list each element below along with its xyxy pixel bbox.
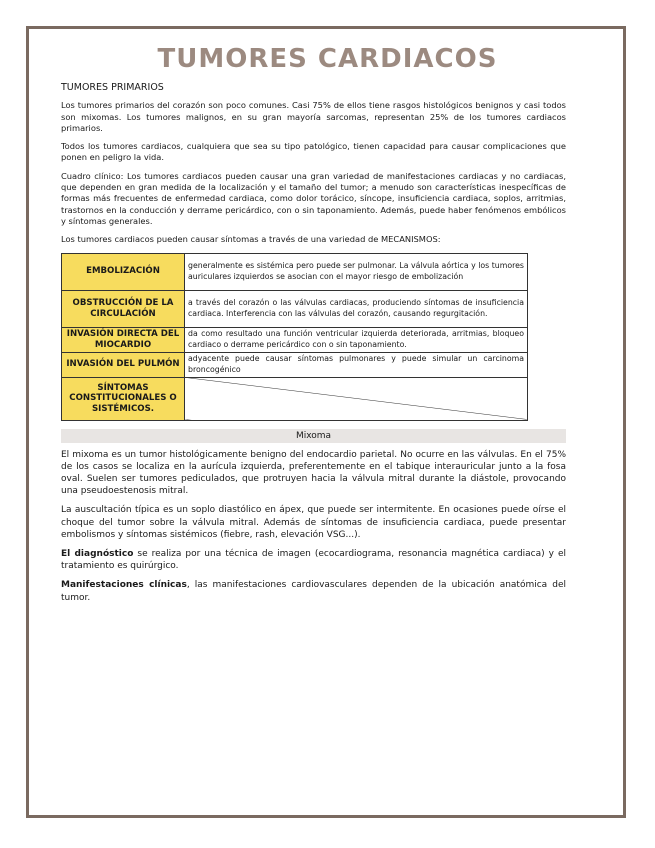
paragraph-mechanisms-intro: Los tumores cardiacos pueden causar síntomas a través de una variedad de MECANISMOS:: [61, 234, 441, 245]
table-row: [62, 377, 528, 420]
mechanism-description: a través del corazón o las válvulas cardiacas, produciendo síntomas de insuficiencia cardiaca. Interferencia con las válvulas del corazón, causando regurgitación.: [185, 290, 528, 327]
section-heading-primary: TUMORES PRIMARIOS: [61, 82, 164, 93]
mechanism-description: da como resultado una función ventricular izquierda deteriorada, arritmias, bloqueo cardiaco o derrame pericárdico con o sin taponamiento.: [185, 327, 528, 352]
table-row: [62, 352, 528, 377]
mixoma-section: [61, 449, 566, 604]
paragraph-intro: Los tumores primarios del corazón son poco comunes. Casi 75% de ellos tiene rasgos histológicos benignos y casi todos son mixomas. Los tumores malignos, en su gran mayoría sarcomas, representan 25% de los tumores cardiacos primarios.: [61, 100, 566, 133]
paragraph-clinical: Cuadro clínico: Los tumores cardiacos pueden causar una gran variedad de manifestaciones cardiacas y no cardiacas, que dependen en gran medida de la localización y el tamaño del tumor; a menudo son características inespecíficas de formas más frecuentes de enfermedad cardiaca, como dolor torácico, síncope, insuficiencia cardiaca, soplos, arritmias, trastornos en la conducción y derrame pericárdico, con o sin taponamiento. Además, puede haber fenómenos embólicos y síntomas generales.: [61, 170, 566, 226]
mechanism-name: SÍNTOMAS CONSTITUCIONALES O SISTÉMICOS.: [62, 377, 185, 420]
mechanism-name: OBSTRUCCIÓN DE LA CIRCULACIÓN: [62, 290, 185, 327]
table-row: [62, 290, 528, 327]
mixoma-paragraph-lead: El diagnóstico: [61, 548, 134, 559]
mixoma-paragraph-text: El mixoma es un tumor histológicamente benigno del endocardio parietal. No ocurre en las válvulas. En el 75% de los casos se localiza en la aurícula izquierda, preferentemente en el tabique interauricular junto a la fosa oval. Suelen ser tumores pediculados, que protruyen hacia la válvula mitral durante la diástole, provocando una pseudoestenosis mitral.: [61, 449, 566, 497]
mechanism-description-empty: [185, 377, 528, 420]
table-row: [62, 327, 528, 352]
mixoma-paragraph: [61, 548, 566, 572]
mechanism-name: INVASIÓN DIRECTA DEL MIOCARDIO: [62, 327, 185, 352]
mechanism-description: adyacente puede causar síntomas pulmonares y puede simular un carcinoma broncogénico: [185, 352, 528, 377]
mixoma-paragraph-text: La auscultación típica es un soplo diastólico en ápex, que puede ser intermitente. En ocasiones puede oírse el choque del tumor sobre la válvula mitral. Además de síntomas de insuficiencia cardiaca, puede presentar embolismos y síntomas sistémicos (fiebre, rash, elevación VSG...).: [61, 505, 566, 540]
document-body: [61, 82, 566, 611]
section-heading-mixoma: Mixoma: [61, 429, 566, 443]
mechanism-description: generalmente es sistémica pero puede ser pulmonar. La válvula aórtica y los tumores auriculares izquierdos se asocian con el mayor riesgo de embolización: [185, 253, 528, 290]
mechanism-name: INVASIÓN DEL PULMÓN: [62, 352, 185, 377]
mechanism-name: EMBOLIZACIÓN: [62, 253, 185, 290]
mixoma-paragraph: [61, 449, 566, 498]
mixoma-paragraph-text: , las manifestaciones cardiovasculares dependen de la ubicación anatómica del tumor.: [61, 580, 566, 603]
mixoma-paragraph-lead: Manifestaciones clínicas: [61, 580, 187, 591]
mixoma-paragraph-text: se realiza por una técnica de imagen (ecocardiograma, resonancia magnética cardiaca) y el tratamiento es quirúrgico.: [61, 548, 566, 572]
table-row: [62, 253, 528, 290]
mixoma-paragraph: [61, 579, 566, 603]
document-title: TUMORES CARDIACOS: [157, 44, 498, 74]
mechanisms-table: [61, 253, 528, 421]
mixoma-paragraph: [61, 504, 566, 541]
paragraph-complications: Todos los tumores cardiacos, cualquiera que sea su tipo patológico, tienen capacidad para causar complicaciones que ponen en peligro la vida.: [61, 141, 566, 163]
